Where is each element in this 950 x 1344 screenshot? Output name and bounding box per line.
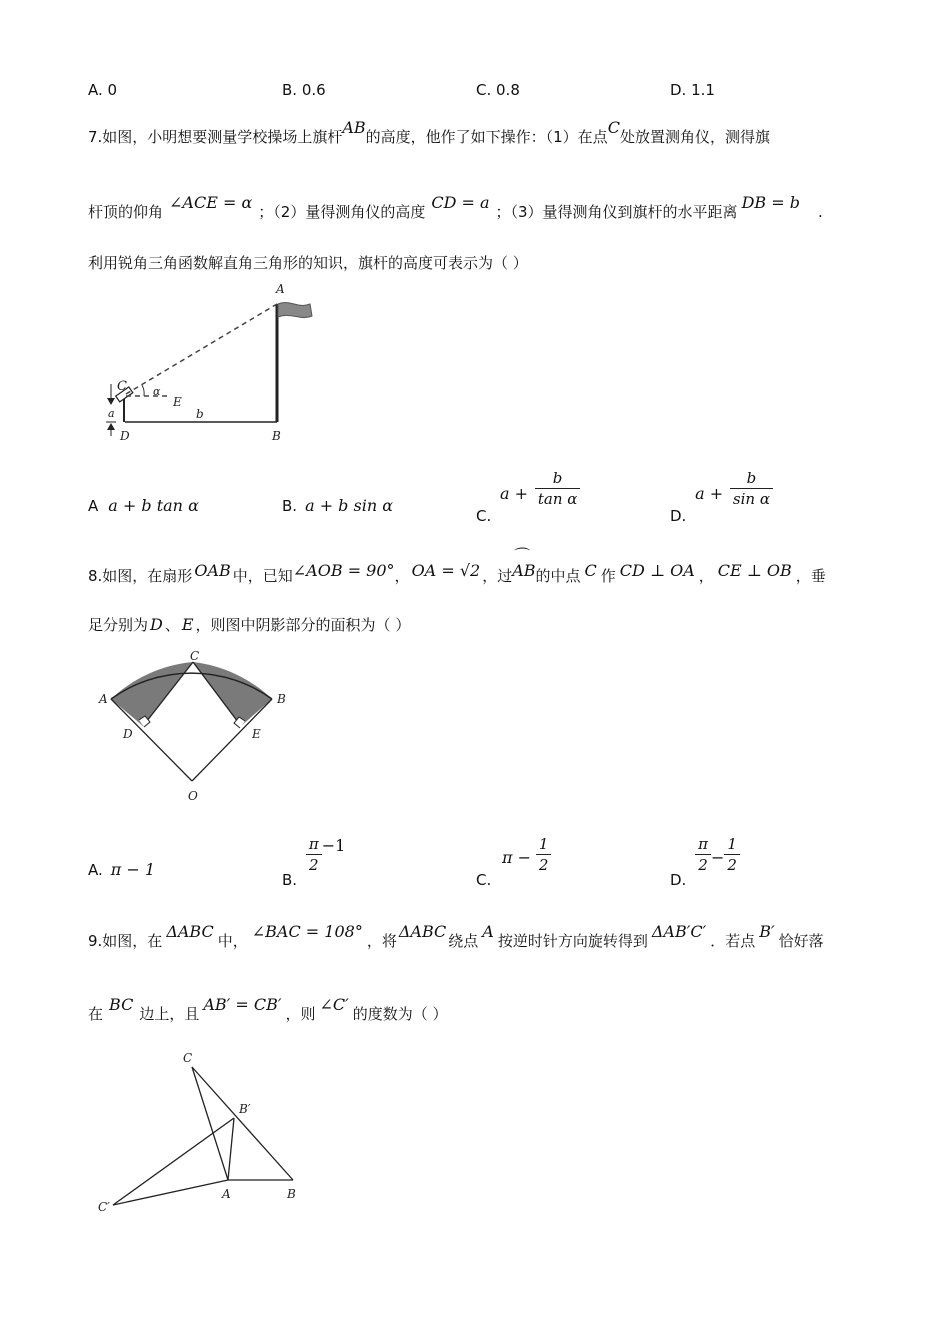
q7-line1: 7.如图，小明想要测量学校操场上旗杆AB的高度，他作了如下操作：（1）在点C处放置测角仪，测得旗 [88,118,770,146]
label-b: B [287,1187,296,1201]
q6-option-a: A. 0 [88,81,118,99]
label-b-length: b [196,407,204,421]
q8-line2: 足分别为 D 、 E ，则图中阴影部分的面积为（ ） [88,615,411,634]
label-b: B [277,692,286,706]
label-d: D [120,429,130,443]
q7-line2: 杆顶的仰角 ∠ACE = α ；（2）量得测角仪的高度 CD = a ；（3）量得测角仪到旗杆的水平距离 DB = b . [88,193,823,221]
shaded-region-left [111,662,193,726]
label-e: E [173,395,182,409]
q9-rotation-figure [95,1045,315,1220]
q8-sector-figure [95,648,305,808]
q8-option-c: C. π − $\frac{1}{2}$ [476,834,551,875]
q8-option-a: A. π − 1 [88,860,156,879]
segment-cb [192,1067,293,1180]
label-cp: C′ [98,1200,110,1214]
label-alpha: α [153,385,161,398]
sight-line-ca [126,304,277,394]
q9-line1: 9.如图，在 ΔABC 中， ∠BAC = 108° ，将 ΔABC 绕点 A 按逆时针方向旋转得到 ΔAB′C′ ．若点 B′ 恰好落 [88,922,824,950]
segment-ca [192,1067,228,1180]
dim-arrow-up [107,423,115,430]
q6-option-c: C. 0.8 [476,81,520,99]
label-c: C [183,1051,193,1065]
q8-line1: 8.如图，在扇形 OAB 中，已知∠AOB = 90°， OA = √2 ，过 ⌒ AB的中点 C 作 CD ⊥ OA ， CE ⊥ OB ，垂 [88,546,826,585]
q7-option-b: B. a + b sin α [282,496,394,515]
label-dim-a: a [108,407,115,420]
q9-line2: 在 BC 边上，且 AB′ = CB′ ，则 ∠C′ 的度数为（ ） [88,995,448,1023]
label-b: B [272,429,281,443]
q7-flagpole-figure [100,282,320,447]
q8-option-b: B. $\frac{\pi}{2}$ −1 [282,835,346,889]
label-c: C [117,379,127,394]
label-a: A [99,692,108,706]
segment-abp [228,1118,234,1180]
label-bp: B′ [239,1102,251,1116]
shaded-region-right [193,662,272,726]
label-e: E [252,727,261,741]
label-a: A [276,282,285,296]
label-d: D [123,727,133,741]
q7-option-c: C. a + $\frac{b}{\text{tan α}}$ [476,468,580,509]
flag-shape [278,303,312,318]
q6-option-d: D. 1.1 [670,81,715,99]
q7-option-a: A a + b tan α [88,496,199,515]
label-a: A [222,1187,231,1201]
label-c: C [190,649,200,663]
q6-option-b: B. 0.6 [282,81,326,99]
dim-arrow-down [107,398,115,405]
angle-arc-alpha [142,385,144,396]
q8-option-d: D. $\frac{\pi}{2}$ − $\frac{1}{2}$ [670,834,740,875]
q7-option-d: D. a + $\frac{b}{\text{sin α}}$ [670,468,773,509]
q7-line3: 利用锐角三角函数解直角三角形的知识，旗杆的高度可表示为（ ） [88,254,528,272]
label-o: O [188,789,198,803]
